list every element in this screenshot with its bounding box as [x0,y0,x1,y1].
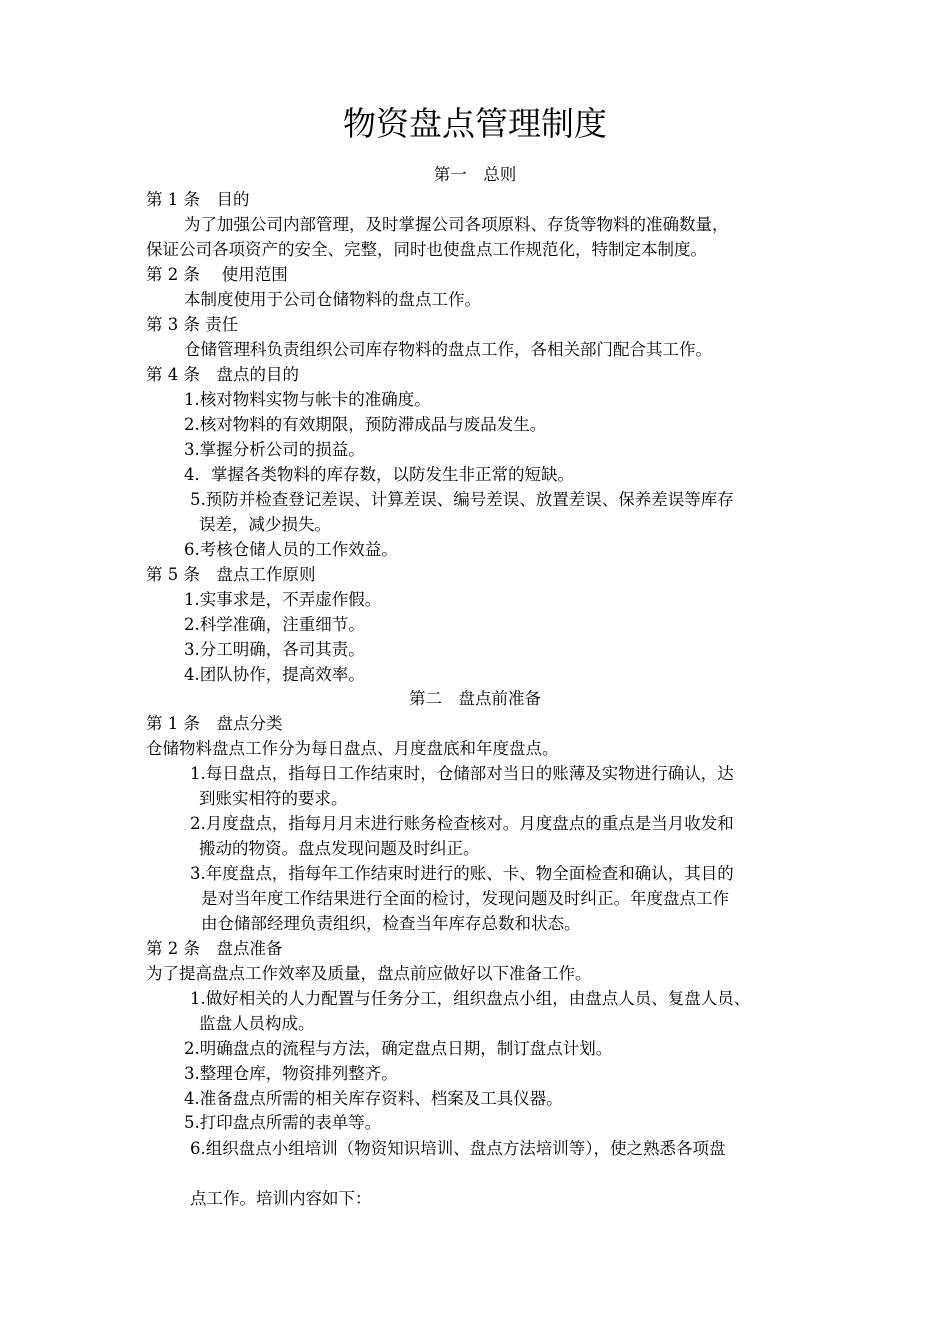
list-item: 2.科学准确，注重细节。 [184,615,365,634]
article-heading: 第 1 条 目的 [146,190,250,209]
list-item-continuation: 搬动的物资。盘点发现问题及时纠正。 [199,839,480,858]
section-heading: 第一 总则 [433,165,517,184]
list-item: 3.年度盘点，指每年工作结束时进行的账、卡、物全面检查和确认，其目的 [190,864,734,883]
list-item: 4．掌握各类物料的库存数，以防发生非正常的短缺。 [184,465,574,484]
list-item: 1.做好相关的人力配置与任务分工，组织盘点小组，由盘点人员、复盘人员、 [190,989,751,1008]
list-item: 4.团队协作，提高效率。 [184,665,365,684]
list-item: 3.整理仓库，物资排列整齐。 [184,1064,398,1083]
paragraph: 为了提高盘点工作效率及质量，盘点前应做好以下准备工作。 [146,964,592,983]
article-heading: 第 2 条 使用范围 [146,265,288,284]
list-item: 3.掌握分析公司的损益。 [184,440,365,459]
paragraph: 保证公司各项资产的安全、完整，同时也使盘点工作规范化，特制定本制度。 [146,240,707,259]
list-item: 1.实事求是，不弄虚作假。 [184,590,382,609]
list-item: 6.考核仓储人员的工作效益。 [184,540,398,559]
paragraph: 本制度使用于公司仓储物料的盘点工作。 [184,290,481,309]
section-heading: 第二 盘点前准备 [409,689,541,708]
article-heading: 第 4 条 盘点的目的 [146,365,299,384]
document-title: 物资盘点管理制度 [343,104,607,143]
list-item-continuation: 是对当年度工作结果进行全面的检讨，发现问题及时纠正。年度盘点工作 [201,889,729,908]
paragraph: 为了加强公司内部管理，及时掌握公司各项原料、存货等物料的准确数量， [184,215,729,234]
list-item-continuation: 监盘人员构成。 [199,1014,315,1033]
list-item: 2.月度盘点，指每月月末进行账务检查核对。月度盘点的重点是当月收发和 [190,814,734,833]
list-item: 2.明确盘点的流程与方法，确定盘点日期，制订盘点计划。 [184,1039,613,1058]
list-item-continuation: 点工作。培训内容如下： [190,1189,372,1208]
list-item: 1.核对物料实物与帐卡的准确度。 [184,390,431,409]
paragraph: 仓储物料盘点工作分为每日盘点、月度盘底和年度盘点。 [146,739,559,758]
article-heading: 第 3 条 责任 [146,315,239,334]
article-heading: 第 2 条 盘点准备 [146,939,283,958]
article-heading: 第 1 条 盘点分类 [146,714,283,733]
paragraph: 仓储管理科负责组织公司库存物料的盘点工作，各相关部门配合其工作。 [184,340,712,359]
list-item: 6.组织盘点小组培训（物资知识培训、盘点方法培训等），使之熟悉各项盘 [190,1139,726,1158]
list-item: 1.每日盘点，指每日工作结束时，仓储部对当日的账薄及实物进行确认，达 [190,764,734,783]
list-item: 3.分工明确，各司其责。 [184,640,365,659]
list-item-continuation: 到账实相符的要求。 [199,789,348,808]
article-heading: 第 5 条 盘点工作原则 [146,565,316,584]
list-item: 4.准备盘点所需的相关库存资料、档案及工具仪器。 [184,1089,563,1108]
list-item: 5.预防并检查登记差误、计算差误、编号差误、放置差误、保养差误等库存 [190,490,734,509]
list-item-continuation: 由仓储部经理负责组织，检查当年库存总数和状态。 [201,914,581,933]
list-item-continuation: 误差，减少损失。 [199,515,331,534]
list-item: 5.打印盘点所需的表单等。 [184,1113,382,1132]
list-item: 2.核对物料的有效期限，预防滞成品与废品发生。 [184,415,547,434]
